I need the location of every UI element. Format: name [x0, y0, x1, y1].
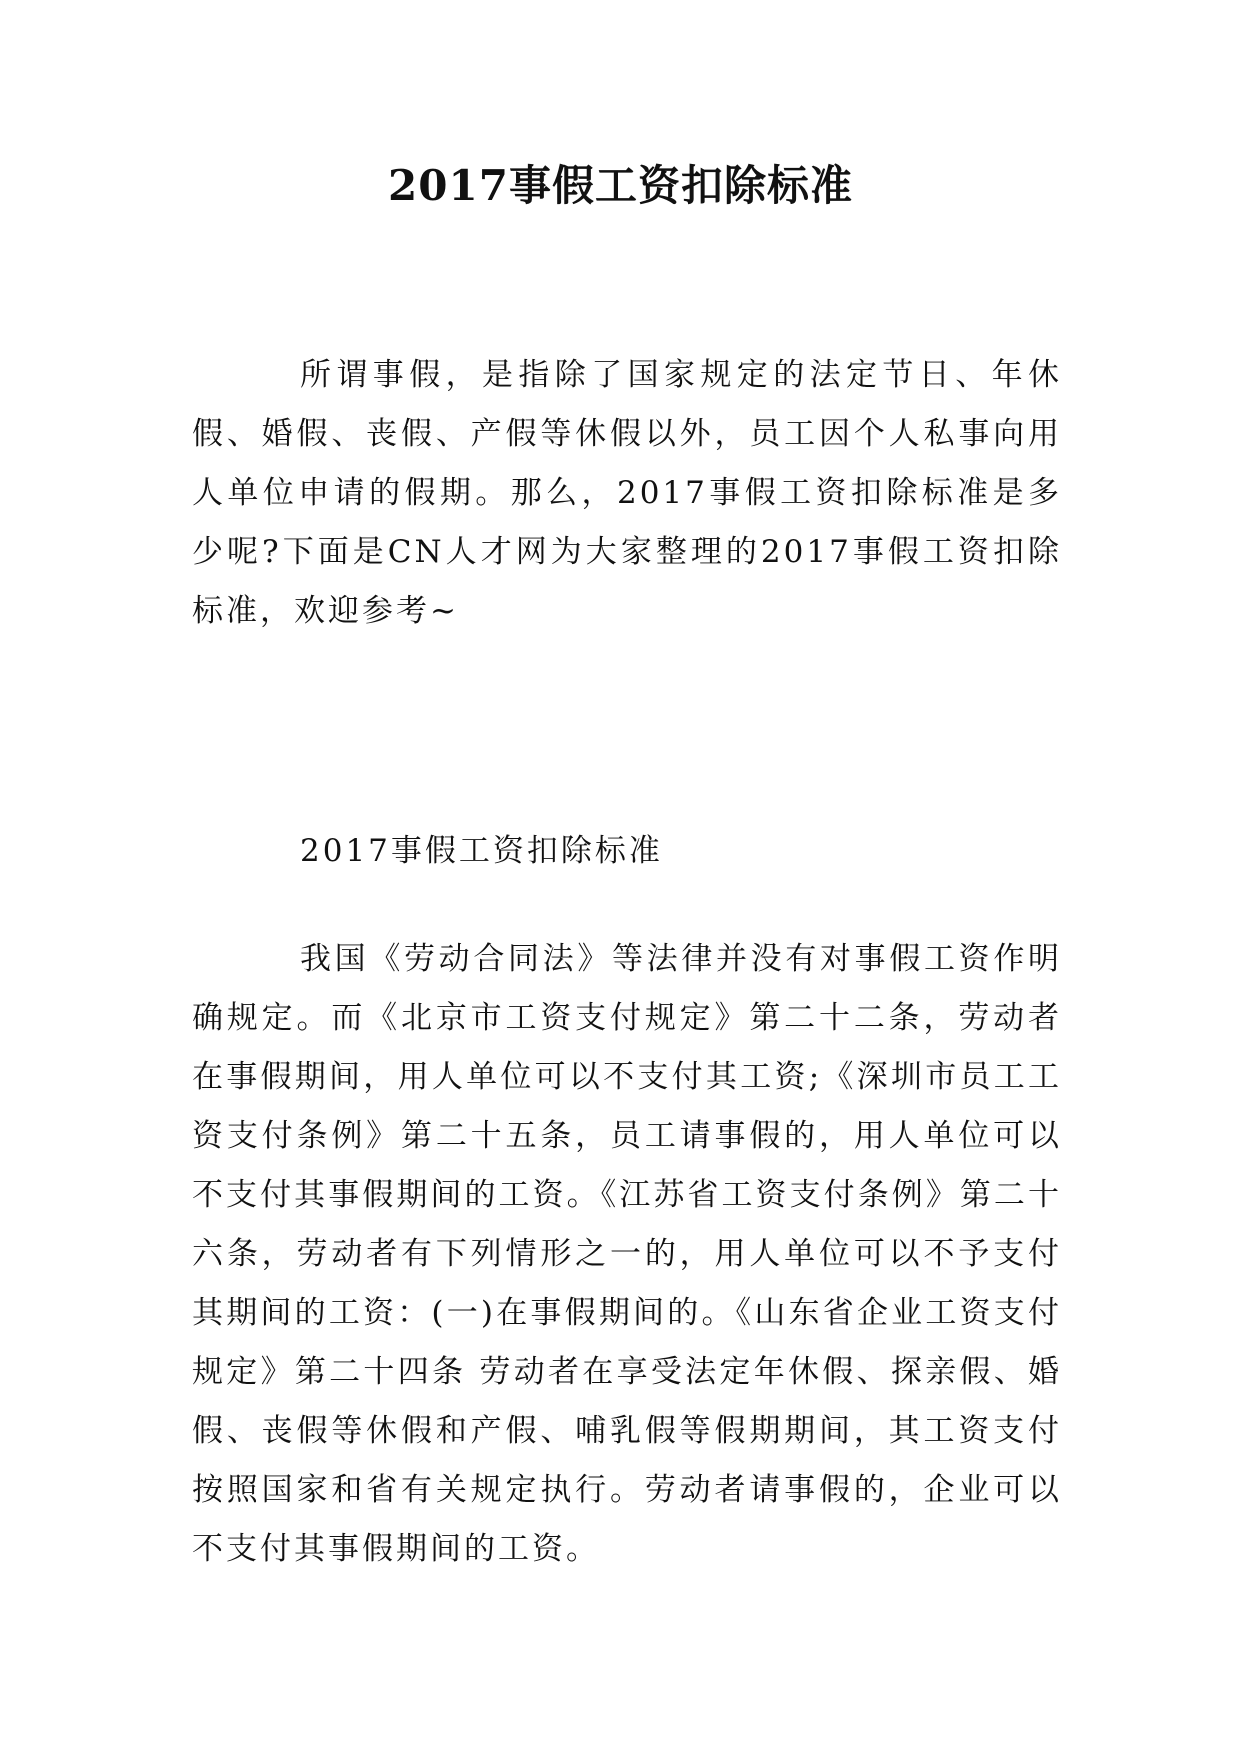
intro-paragraph: 所谓事假，是指除了国家规定的法定节日、年休假、婚假、丧假、产假等休假以外，员工因个人私事向用人单位申请的假期。那么，2017事假工资扣除标准是多少呢?下面是CN人才网为大家整理的2017事假工资扣除标准，欢迎参考~: [192, 357, 1062, 629]
document-title: 2017事假工资扣除标准: [388, 161, 853, 210]
section-heading: 2017事假工资扣除标准: [300, 833, 663, 869]
section-paragraph: 我国《劳动合同法》等法律并没有对事假工资作明确规定。而《北京市工资支付规定》第二十二条，劳动者在事假期间，用人单位可以不支付其工资;《深圳市员工工资支付条例》第二十五条，员工请事假的，用人单位可以不支付其事假期间的工资。《江苏省工资支付条例》第二十六条，劳动者有下列情形之一的，用人单位可以不予支付其期间的工资：(一)在事假期间的。《山东省企业工资支付规定》第二十四条 劳动者在享受法定年休假、探亲假、婚假、丧假等休假和产假、哺乳假等假期期间，其工资支付按照国家和省有关规定执行。劳动者请事假的，企业可以不支付其事假期间的工资。: [192, 941, 1062, 1567]
